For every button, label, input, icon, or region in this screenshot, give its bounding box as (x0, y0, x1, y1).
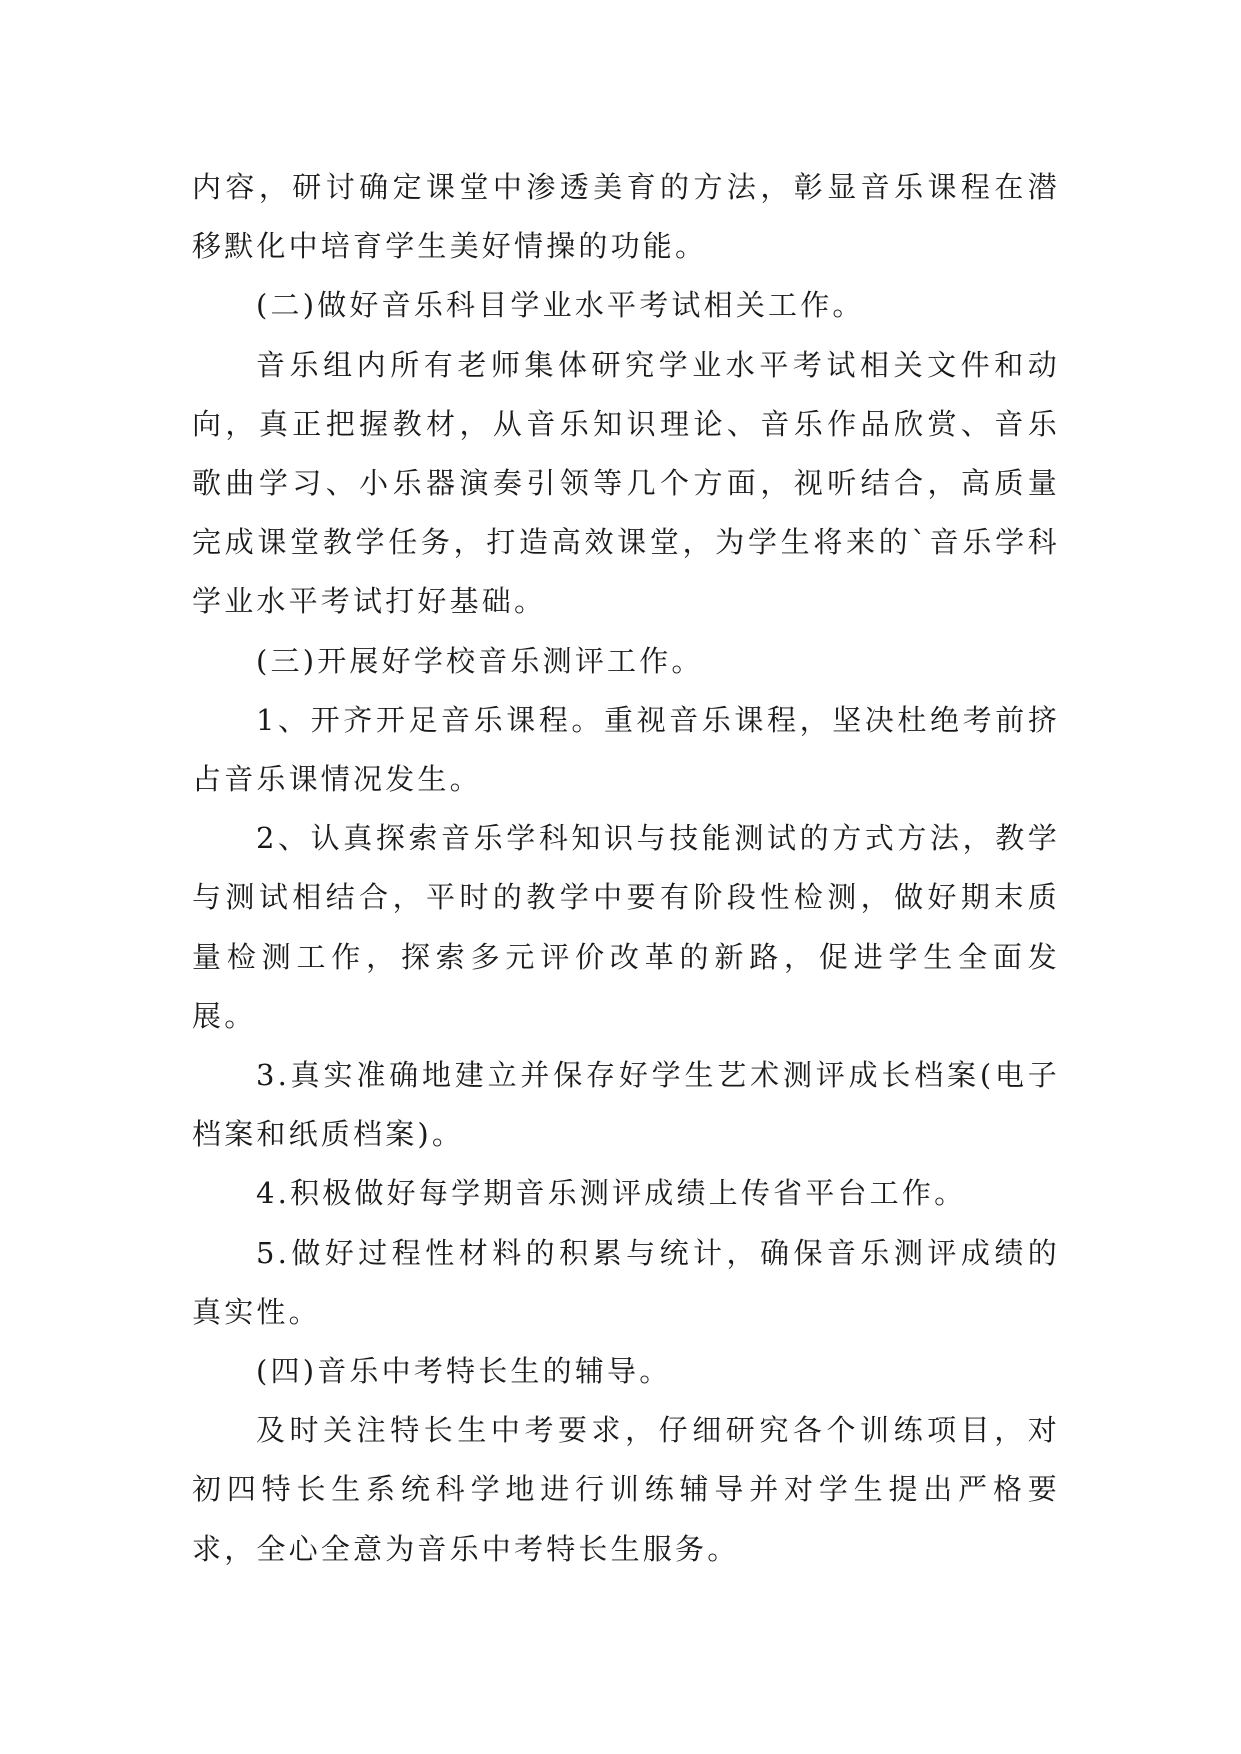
list-item-3: 3.真实准确地建立并保存好学生艺术测评成长档案(电子档案和纸质档案)。 (192, 1058, 1060, 1152)
paragraph-special-students: 及时关注特长生中考要求，仔细研究各个训练项目，对初四特长生系统科学地进行训练辅导并对学生提出严格要求，全心全意为音乐中考特长生服务。 (192, 1413, 1060, 1566)
section-heading-2: (二)做好音乐科目学业水平考试相关工作。 (256, 288, 865, 323)
list-item-2: 2、认真探索音乐学科知识与技能测试的方式方法，教学与测试相结合，平时的教学中要有阶段性检测，做好期末质量检测工作，探索多元评价改革的新路，促进学生全面发展。 (192, 821, 1060, 1033)
document-body (192, 158, 1060, 1579)
list-item-5: 5.做好过程性材料的积累与统计，确保音乐测评成绩的真实性。 (192, 1235, 1060, 1329)
paragraph-exam-prep: 音乐组内所有老师集体研究学业水平考试相关文件和动向，真正把握教材，从音乐知识理论、音乐作品欣赏、音乐歌曲学习、小乐器演奏引领等几个方面，视听结合，高质量完成课堂教学任务，打造高效课堂，为学生将来的`音乐学科学业水平考试打好基础。 (192, 347, 1060, 619)
section-heading-4: (四)音乐中考特长生的辅导。 (256, 1354, 672, 1389)
list-item-1: 1、开齐开足音乐课程。重视音乐课程，坚决杜绝考前挤占音乐课情况发生。 (192, 702, 1060, 797)
paragraph-continuation: 内容，研讨确定课堂中渗透美育的方法，彰显音乐课程在潜移默化中培育学生美好情操的功能。 (192, 170, 1060, 264)
section-heading-3: (三)开展好学校音乐测评工作。 (256, 643, 704, 678)
list-item-4: 4.积极做好每学期音乐测评成绩上传省平台工作。 (256, 1176, 967, 1211)
